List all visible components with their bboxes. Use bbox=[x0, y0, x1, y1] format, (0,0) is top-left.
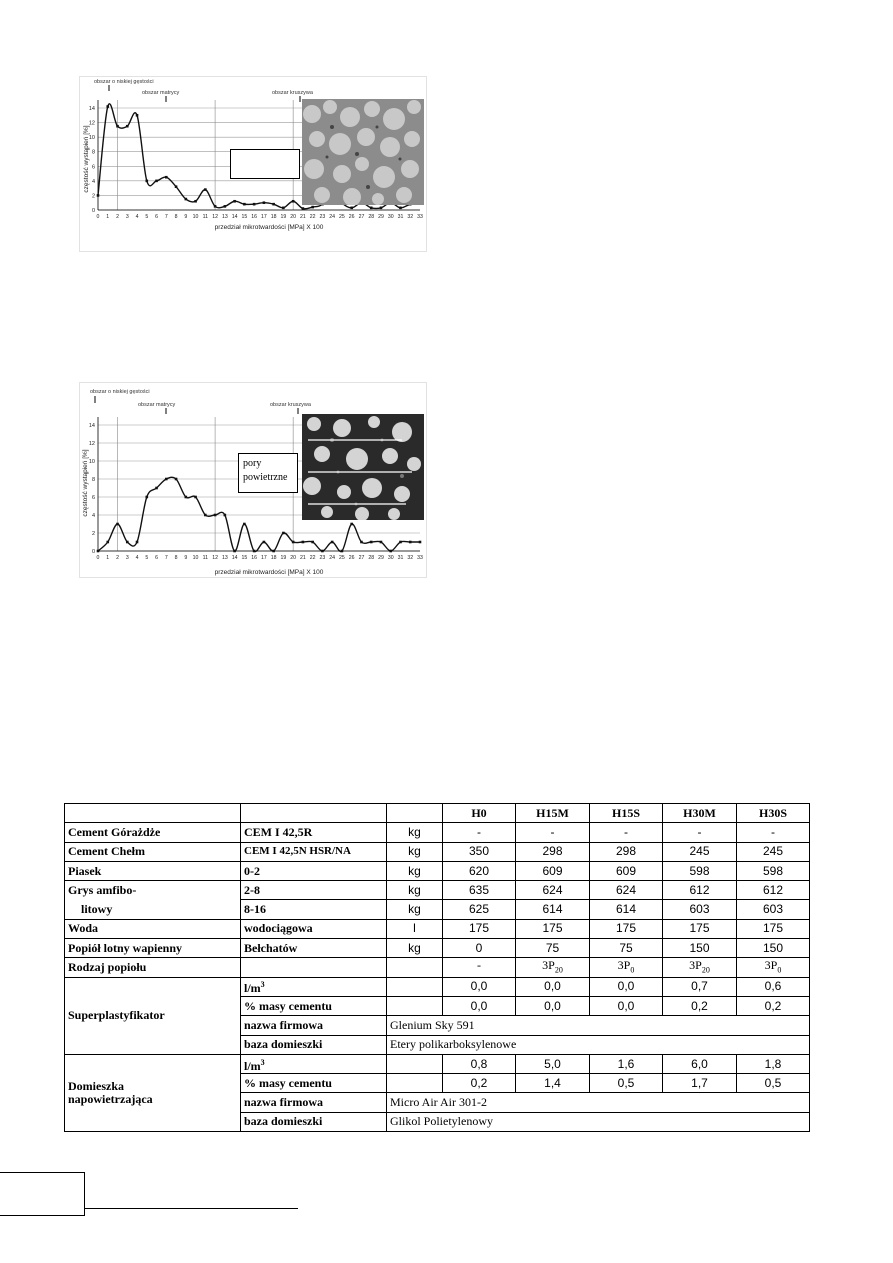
data-point bbox=[116, 523, 119, 526]
value-cell: 624 bbox=[516, 881, 590, 900]
table-row-cement-gorazdze bbox=[65, 823, 810, 842]
value-cell: 603 bbox=[663, 900, 737, 919]
row-text: Micro Air Air 301-2 bbox=[387, 1093, 810, 1112]
x-tick-label: 31 bbox=[397, 555, 404, 561]
table-row-grys-8-16 bbox=[65, 900, 810, 919]
x-tick-label: 12 bbox=[212, 555, 218, 561]
data-point bbox=[272, 203, 275, 206]
data-point bbox=[253, 203, 256, 206]
value-cell: 298 bbox=[590, 842, 663, 861]
data-point bbox=[155, 180, 158, 183]
value-cell: 612 bbox=[737, 881, 810, 900]
x-tick-label: 13 bbox=[221, 214, 228, 220]
row-text: Glikol Polietylenowy bbox=[387, 1112, 810, 1131]
value-cell: 603 bbox=[737, 900, 810, 919]
x-tick-label: 32 bbox=[407, 214, 414, 220]
value-cell: 150 bbox=[663, 939, 737, 958]
data-point bbox=[282, 207, 285, 210]
row-param: % masy cementu bbox=[241, 1074, 387, 1093]
x-tick-label: 33 bbox=[417, 555, 423, 561]
value-cell: 0,0 bbox=[443, 996, 516, 1015]
data-point bbox=[243, 523, 246, 526]
x-tick-label: 17 bbox=[260, 214, 267, 220]
data-point bbox=[409, 541, 412, 544]
data-point bbox=[233, 550, 236, 553]
x-tick-label: 4 bbox=[135, 555, 139, 561]
data-point bbox=[292, 541, 295, 544]
row-text: Glenium Sky 591 bbox=[387, 1016, 810, 1035]
value-cell: - bbox=[590, 823, 663, 842]
table-row-rodzaj-popiolu bbox=[65, 958, 810, 977]
header-h15s: H15S bbox=[590, 804, 663, 823]
row-text: Etery polikarboksylenowe bbox=[387, 1035, 810, 1054]
value-cell: - bbox=[443, 823, 516, 842]
data-point bbox=[175, 478, 178, 481]
x-tick-label: 28 bbox=[368, 214, 375, 220]
x-tick-label: 20 bbox=[290, 214, 297, 220]
x-tick-label: 3 bbox=[125, 214, 129, 220]
y-tick-label: 0 bbox=[91, 549, 95, 555]
value-cell: 0,6 bbox=[737, 977, 810, 996]
y-tick-label: 10 bbox=[88, 459, 95, 465]
x-axis-title: przedział mikrotwardości [MPa] X 100 bbox=[214, 569, 324, 576]
row-param: baza domieszki bbox=[241, 1112, 387, 1131]
value-cell: 624 bbox=[590, 881, 663, 900]
value-cell: 0,2 bbox=[443, 1074, 516, 1093]
value-cell: 1,4 bbox=[516, 1074, 590, 1093]
row-param: $l/m^3$ bbox=[241, 1054, 387, 1073]
header-h30m: H30M bbox=[663, 804, 737, 823]
data-point bbox=[380, 207, 383, 210]
figure-2-microhardness-chart bbox=[79, 382, 427, 578]
footnote-separator bbox=[84, 1208, 298, 1209]
x-tick-label: 7 bbox=[164, 555, 168, 561]
x-tick-label: 14 bbox=[231, 555, 238, 561]
value-cell: 0,5 bbox=[737, 1074, 810, 1093]
x-tick-label: 18 bbox=[270, 214, 277, 220]
x-tick-label: 28 bbox=[368, 555, 375, 561]
y-tick-label: 12 bbox=[88, 441, 95, 447]
row-unit: l bbox=[387, 919, 443, 938]
x-tick-label: 17 bbox=[260, 555, 267, 561]
x-tick-label: 22 bbox=[309, 214, 316, 220]
row-unit: kg bbox=[387, 842, 443, 861]
row-param: % masy cementu bbox=[241, 996, 387, 1015]
value-cell: 620 bbox=[443, 861, 516, 880]
data-point bbox=[282, 532, 285, 535]
value-cell: - bbox=[737, 823, 810, 842]
y-tick-label: 12 bbox=[88, 120, 95, 127]
page-number-box bbox=[0, 1172, 85, 1216]
value-cell: 0 bbox=[443, 939, 516, 958]
value-cell: - bbox=[516, 823, 590, 842]
row-unit: kg bbox=[387, 861, 443, 880]
row-label: Cement Chełm bbox=[65, 842, 241, 861]
x-tick-label: 27 bbox=[358, 555, 365, 561]
value-cell: 0,2 bbox=[663, 996, 737, 1015]
x-tick-label: 18 bbox=[270, 555, 277, 561]
x-tick-label: 11 bbox=[202, 555, 209, 561]
x-axis-title: przedział mikrotwardości [MPa] X 100 bbox=[214, 224, 324, 231]
header-cell bbox=[387, 804, 443, 823]
x-tick-label: 4 bbox=[135, 214, 139, 220]
data-point bbox=[370, 541, 373, 544]
data-point bbox=[263, 541, 266, 544]
x-tick-label: 15 bbox=[241, 214, 248, 220]
y-axis-title: częstość wystąpień [%] bbox=[83, 125, 90, 193]
data-point bbox=[214, 205, 217, 208]
data-point bbox=[224, 514, 227, 517]
micrograph-1 bbox=[302, 99, 424, 205]
x-tick-label: 16 bbox=[251, 214, 258, 220]
header-h30s: H30S bbox=[737, 804, 810, 823]
data-point bbox=[321, 550, 324, 553]
x-tick-label: 24 bbox=[329, 214, 336, 220]
value-cell: 175 bbox=[443, 919, 516, 938]
data-point bbox=[302, 541, 305, 544]
y-tick-label: 6 bbox=[91, 164, 95, 171]
value-cell: 0,8 bbox=[443, 1054, 516, 1073]
value-cell: 245 bbox=[663, 842, 737, 861]
data-point bbox=[194, 496, 197, 499]
row-type: 0-2 bbox=[241, 861, 387, 880]
value-cell: 5,0 bbox=[516, 1054, 590, 1073]
row-label: Woda bbox=[65, 919, 241, 938]
table-row-popiol bbox=[65, 939, 810, 958]
y-tick-label: 0 bbox=[91, 208, 95, 214]
annotation-text: pory powietrzne bbox=[243, 458, 288, 483]
x-tick-label: 13 bbox=[221, 555, 228, 561]
x-tick-label: 26 bbox=[348, 555, 355, 561]
data-point bbox=[155, 487, 158, 490]
row-type: Bełchatów bbox=[241, 939, 387, 958]
row-unit: kg bbox=[387, 900, 443, 919]
region-label-matrix: obszar matrycy bbox=[142, 90, 180, 96]
value-cell: 609 bbox=[590, 861, 663, 880]
value-cell: 1,7 bbox=[663, 1074, 737, 1093]
x-tick-label: 6 bbox=[155, 214, 158, 220]
x-tick-label: 2 bbox=[116, 214, 119, 220]
data-point bbox=[165, 478, 168, 481]
annotation-box-air-pores bbox=[238, 453, 298, 493]
data-point bbox=[145, 496, 148, 499]
data-point bbox=[97, 550, 100, 553]
row-unit: kg bbox=[387, 939, 443, 958]
x-tick-label: 27 bbox=[358, 214, 365, 220]
x-tick-label: 0 bbox=[96, 555, 100, 561]
value-cell: 150 bbox=[737, 939, 810, 958]
micrograph-2 bbox=[302, 414, 424, 520]
row-label: Piasek bbox=[65, 861, 241, 880]
data-point bbox=[360, 541, 363, 544]
value-cell: 175 bbox=[590, 919, 663, 938]
data-point bbox=[165, 176, 168, 179]
x-tick-label: 33 bbox=[417, 214, 423, 220]
x-tick-label: 9 bbox=[184, 555, 188, 561]
row-label: Cement Górażdże bbox=[65, 823, 241, 842]
value-cell: 598 bbox=[663, 861, 737, 880]
value-cell: - bbox=[663, 823, 737, 842]
data-point bbox=[243, 203, 246, 206]
value-cell: 175 bbox=[737, 919, 810, 938]
row-label: Popiół lotny wapienny bbox=[65, 939, 241, 958]
x-tick-label: 30 bbox=[387, 555, 394, 561]
x-tick-label: 11 bbox=[202, 214, 209, 220]
value-cell: 0,0 bbox=[516, 977, 590, 996]
data-point bbox=[350, 207, 353, 210]
region-label-matrix: obszar matrycy bbox=[138, 402, 176, 408]
x-tick-label: 5 bbox=[145, 555, 149, 561]
x-tick-label: 21 bbox=[300, 555, 306, 561]
data-point bbox=[97, 194, 100, 197]
data-point bbox=[136, 541, 139, 544]
value-cell: 1,8 bbox=[737, 1054, 810, 1073]
data-point bbox=[224, 205, 227, 208]
header-h15m: H15M bbox=[516, 804, 590, 823]
y-tick-label: 14 bbox=[88, 106, 95, 112]
x-tick-label: 23 bbox=[319, 555, 326, 561]
x-tick-label: 25 bbox=[339, 214, 345, 220]
x-tick-label: 16 bbox=[251, 555, 258, 561]
value-cell: 175 bbox=[516, 919, 590, 938]
value-cell: 175 bbox=[663, 919, 737, 938]
value-cell: 0,0 bbox=[516, 996, 590, 1015]
x-tick-label: 3 bbox=[125, 555, 129, 561]
x-tick-label: 0 bbox=[96, 214, 100, 220]
data-point bbox=[302, 207, 305, 210]
data-point bbox=[399, 207, 402, 210]
data-point bbox=[126, 125, 129, 128]
x-tick-label: 22 bbox=[309, 555, 316, 561]
value-cell: 350 bbox=[443, 842, 516, 861]
data-point bbox=[204, 188, 207, 191]
y-tick-label: 14 bbox=[88, 423, 95, 429]
value-cell: 625 bbox=[443, 900, 516, 919]
x-tick-label: 24 bbox=[329, 555, 336, 561]
x-tick-label: 26 bbox=[348, 214, 355, 220]
value-cell: $3P_{20}$ bbox=[516, 958, 590, 977]
y-tick-label: 6 bbox=[91, 495, 95, 501]
value-cell: 598 bbox=[737, 861, 810, 880]
table-row-woda bbox=[65, 919, 810, 938]
x-tick-label: 1 bbox=[106, 555, 110, 561]
value-cell: - bbox=[443, 958, 516, 977]
x-tick-label: 19 bbox=[280, 555, 287, 561]
header-cell bbox=[241, 804, 387, 823]
header-cell bbox=[65, 804, 241, 823]
data-point bbox=[419, 541, 422, 544]
x-tick-label: 20 bbox=[290, 555, 297, 561]
data-point bbox=[341, 550, 344, 553]
x-tick-label: 5 bbox=[145, 214, 149, 220]
value-cell: $3P_0$ bbox=[590, 958, 663, 977]
x-tick-label: 10 bbox=[192, 555, 199, 561]
value-cell: 0,7 bbox=[663, 977, 737, 996]
data-point bbox=[370, 207, 373, 210]
data-point bbox=[311, 206, 314, 209]
row-unit: kg bbox=[387, 881, 443, 900]
value-cell: 6,0 bbox=[663, 1054, 737, 1073]
data-point bbox=[185, 198, 188, 201]
row-label-domieszka: Domieszka napowietrzająca bbox=[65, 1054, 241, 1131]
annotation-box-empty bbox=[230, 149, 300, 179]
y-tick-label: 4 bbox=[91, 513, 95, 519]
x-tick-label: 21 bbox=[300, 214, 306, 220]
x-tick-label: 1 bbox=[106, 214, 110, 220]
data-point bbox=[126, 541, 129, 544]
x-tick-label: 23 bbox=[319, 214, 326, 220]
data-point bbox=[145, 180, 148, 183]
region-label-aggregate: obszar kruszywa bbox=[272, 90, 313, 96]
row-type: CEM I 42,5N HSR/NA bbox=[241, 842, 387, 861]
x-tick-label: 9 bbox=[184, 214, 188, 220]
x-tick-label: 19 bbox=[280, 214, 287, 220]
row-label: Grys amfibo- bbox=[65, 881, 241, 900]
x-tick-label: 14 bbox=[231, 214, 238, 220]
table-row-sp-l bbox=[65, 977, 810, 996]
data-point bbox=[233, 200, 236, 203]
x-tick-label: 30 bbox=[387, 214, 394, 220]
value-cell: 614 bbox=[516, 900, 590, 919]
row-type: CEM I 42,5R bbox=[241, 823, 387, 842]
row-label: litowy bbox=[65, 900, 241, 919]
value-cell: 0,0 bbox=[443, 977, 516, 996]
row-label: Rodzaj popiołu bbox=[65, 958, 241, 977]
data-point bbox=[389, 550, 392, 553]
data-point bbox=[106, 541, 109, 544]
row-type: 2-8 bbox=[241, 881, 387, 900]
x-tick-label: 12 bbox=[212, 214, 218, 220]
data-point bbox=[399, 541, 402, 544]
y-axis-title: częstość wystąpień [%] bbox=[82, 449, 89, 517]
region-label-low-density: obszar o niskiej gęstości bbox=[90, 389, 150, 395]
x-tick-label: 29 bbox=[378, 555, 384, 561]
data-point bbox=[263, 201, 266, 204]
data-point bbox=[350, 523, 353, 526]
row-param: $l/m^3$ bbox=[241, 977, 387, 996]
x-tick-label: 8 bbox=[174, 555, 178, 561]
row-param: nazwa firmowa bbox=[241, 1016, 387, 1035]
data-point bbox=[194, 200, 197, 203]
data-point bbox=[272, 550, 275, 553]
x-tick-label: 10 bbox=[192, 214, 199, 220]
table-row-cement-chelm bbox=[65, 842, 810, 861]
data-point bbox=[331, 541, 334, 544]
value-cell: 609 bbox=[516, 861, 590, 880]
value-cell: 75 bbox=[516, 939, 590, 958]
concrete-mix-table bbox=[64, 803, 810, 1132]
region-label-low-density: obszar o niskiej gęstości bbox=[94, 79, 154, 85]
data-point bbox=[214, 514, 217, 517]
row-param: nazwa firmowa bbox=[241, 1093, 387, 1112]
y-tick-label: 2 bbox=[91, 193, 95, 200]
value-cell: 1,6 bbox=[590, 1054, 663, 1073]
x-tick-label: 25 bbox=[339, 555, 345, 561]
value-cell: 0,0 bbox=[590, 996, 663, 1015]
region-label-aggregate: obszar kruszywa bbox=[270, 402, 311, 408]
data-point bbox=[311, 541, 314, 544]
x-tick-label: 6 bbox=[155, 555, 158, 561]
value-cell: 0,2 bbox=[737, 996, 810, 1015]
x-tick-label: 32 bbox=[407, 555, 414, 561]
y-tick-label: 2 bbox=[91, 531, 95, 537]
table-header-row bbox=[65, 804, 810, 823]
row-label-superplastyfikator: Superplastyfikator bbox=[65, 977, 241, 1054]
data-point bbox=[185, 496, 188, 499]
x-tick-label: 15 bbox=[241, 555, 248, 561]
y-tick-label: 4 bbox=[91, 178, 95, 185]
value-cell: $3P_0$ bbox=[737, 958, 810, 977]
x-tick-label: 8 bbox=[174, 214, 178, 220]
data-point bbox=[204, 514, 207, 517]
row-type: wodociągowa bbox=[241, 919, 387, 938]
value-cell: 612 bbox=[663, 881, 737, 900]
y-tick-label: 8 bbox=[91, 149, 95, 156]
table-row-dn-l bbox=[65, 1054, 810, 1073]
data-point bbox=[292, 200, 295, 203]
data-point bbox=[253, 550, 256, 553]
value-cell: $3P_{20}$ bbox=[663, 958, 737, 977]
value-cell: 0,0 bbox=[590, 977, 663, 996]
data-point bbox=[380, 541, 383, 544]
table-row-grys-2-8 bbox=[65, 881, 810, 900]
value-cell: 75 bbox=[590, 939, 663, 958]
value-cell: 614 bbox=[590, 900, 663, 919]
data-point bbox=[136, 114, 139, 117]
figure-1-microhardness-chart bbox=[79, 76, 427, 252]
row-param: baza domieszki bbox=[241, 1035, 387, 1054]
table-row-piasek bbox=[65, 861, 810, 880]
y-tick-label: 10 bbox=[88, 135, 95, 142]
value-cell: 0,5 bbox=[590, 1074, 663, 1093]
row-unit: kg bbox=[387, 823, 443, 842]
header-h0: H0 bbox=[443, 804, 516, 823]
data-point bbox=[175, 185, 178, 188]
value-cell: 245 bbox=[737, 842, 810, 861]
x-tick-label: 2 bbox=[116, 555, 119, 561]
data-point bbox=[106, 105, 109, 108]
value-cell: 298 bbox=[516, 842, 590, 861]
y-tick-label: 8 bbox=[91, 477, 95, 483]
row-type: 8-16 bbox=[241, 900, 387, 919]
value-cell: 635 bbox=[443, 881, 516, 900]
x-tick-label: 7 bbox=[164, 214, 168, 220]
data-point bbox=[116, 125, 119, 128]
x-tick-label: 31 bbox=[397, 214, 404, 220]
x-tick-label: 29 bbox=[378, 214, 384, 220]
